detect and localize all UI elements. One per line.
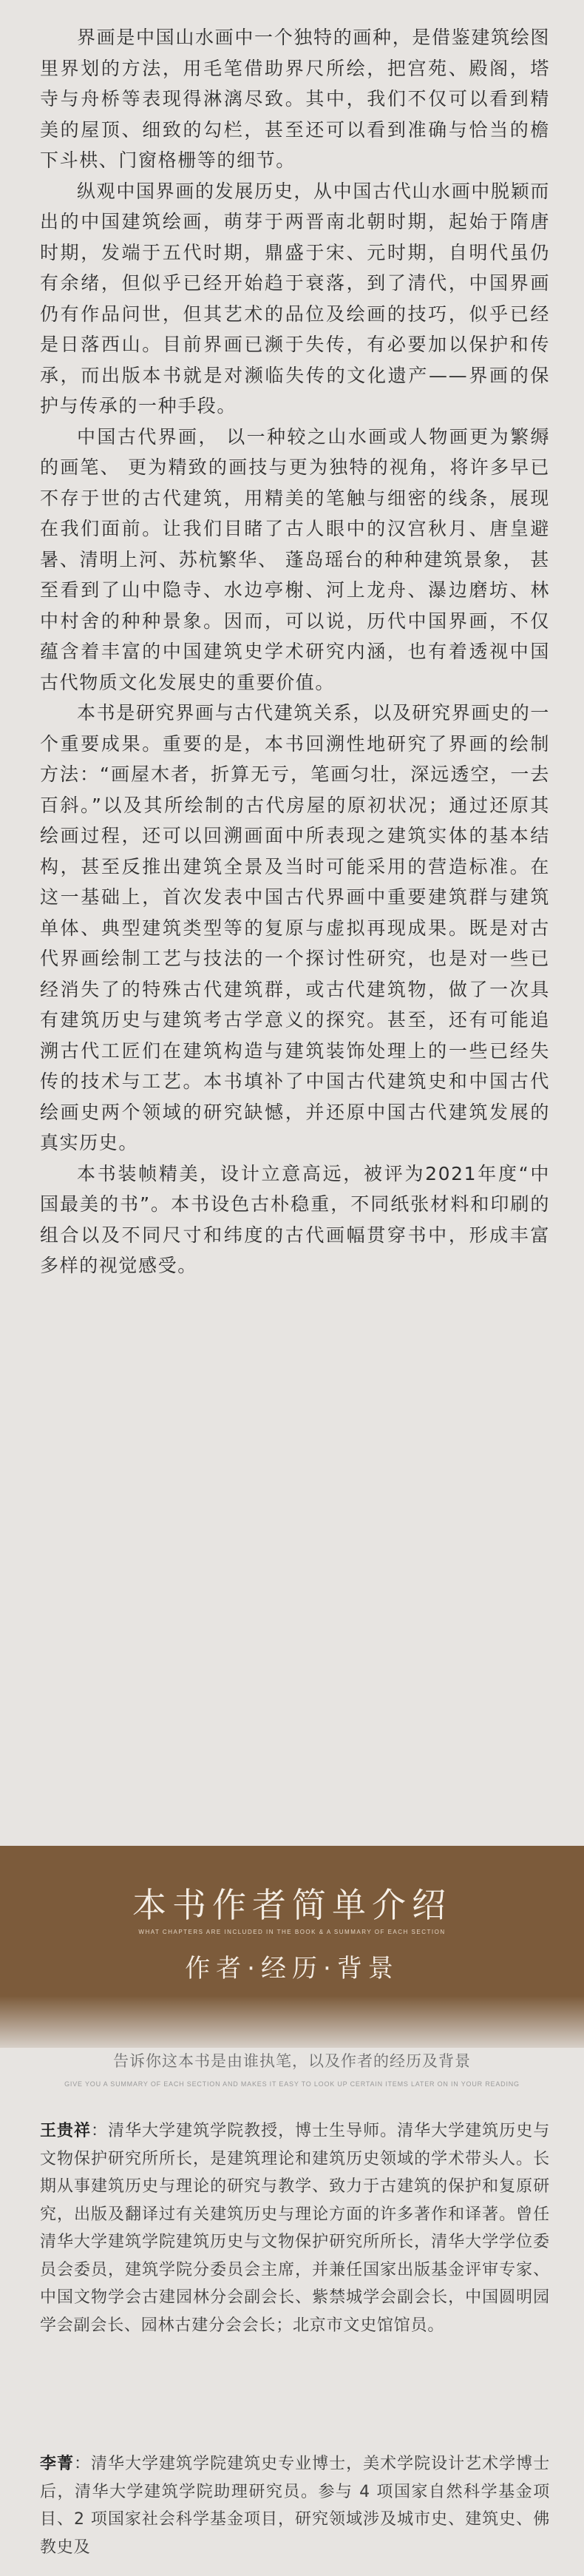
author-name: 王贵祥: [40, 2122, 92, 2140]
intro-paragraph-5: 本书装帧精美，设计立意高远，被评为2021年度“中国最美的书”。本书设色古朴稳重，不同纸张材料和印刷的组合以及不同尺寸和纬度的古代画幅贯穿书中，形成丰富多样的视觉感受。: [40, 1162, 550, 1276]
banner-fade: [0, 1996, 584, 2048]
section-subtitle-cn: 作者·经历·背景: [185, 1954, 399, 1983]
section-tagline: 告诉你这本书是由谁执笔，以及作者的经历及背景: [113, 2052, 471, 2070]
section-banner: [0, 1846, 584, 2048]
author-bio-text: ：清华大学建筑学院建筑史专业博士，美术学院设计艺术学博士后，清华大学建筑学院助理研究员。参与 4 项国家自然科学基金项目、2 项国家社会科学基金项目，研究领域涉及城市史、建筑史、佛教史及: [40, 2455, 550, 2557]
section-tagline-en: GIVE YOU A SUMMARY OF EACH SECTION AND MAKES IT EASY TO LOOK UP CERTAIN ITEMS LATER ON IN YOUR READING: [64, 2080, 520, 2088]
intro-paragraph-3: 中国古代界画， 以一种较之山水画或人物画更为繁缛的画笔、 更为精致的画技与更为独特的视角，将许多早已不存于世的古代建筑，用精美的笔触与细密的线条，展现在我们面前。让我们目睹了古人眼中的汉宫秋月、唐皇避暑、清明上河、苏杭繁华、 蓬岛瑶台的种种建筑景象， 甚至看到了山中隐寺、水边亭榭、河上龙舟、瀑边磨坊、林中村舍的种种景象。因而，可以说，历代中国界画，不仅蕴含着丰富的中国建筑史学术研究内涵，也有着透视中国古代物质文化发展史的重要价值。: [40, 425, 550, 693]
author-bio: [40, 2450, 550, 2561]
intro-section: [40, 22, 550, 1281]
intro-paragraph-4: 本书是研究界画与古代建筑关系，以及研究界画史的一个重要成果。重要的是，本书回溯性地研究了界画的绘制方法：“画屋木者，折算无亏，笔画匀壮，深远透空，一去百斜。”以及其所绘制的古代房屋的原初状况；通过还原其绘画过程，还可以回溯画面中所表现之建筑实体的基本结构，甚至反推出建筑全景及当时可能采用的营造标准。在这一基础上，首次发表中国古代界画中重要建筑群与建筑单体、典型建筑类型等的复原与虚拟再现成果。既是对古代界画绘制工艺与技法的一个探讨性研究，也是对一些已经消失了的特殊古代建筑群，或古代建筑物，做了一次具有建筑历史与建筑考古学意义的探究。甚至，还有可能追溯古代工匠们在建筑构造与建筑装饰处理上的一些已经失传的技术与工艺。本书填补了中国古代建筑史和中国古代绘画史两个领域的研究缺憾，并还原中国古代建筑发展的真实历史。: [40, 702, 550, 1153]
author-bio: [40, 2117, 550, 2339]
author-name: 李菁: [40, 2455, 75, 2473]
section-title: 本书作者简单介绍: [132, 1885, 452, 1925]
intro-paragraph-1: 界画是中国山水画中一个独特的画种，是借鉴建筑绘图里界划的方法，用毛笔借助界尺所绘，把宫苑、殿阁，塔寺与舟桥等表现得淋漓尽致。其中，我们不仅可以看到精美的屋顶、细致的勾栏，甚至还可以看到准确与恰当的檐下斗栱、门窗格栅等的细节。: [40, 27, 550, 171]
section-subtitle-en: WHAT CHAPTERS ARE INCLUDED IN THE BOOK & A SUMMARY OF EACH SECTION: [138, 1929, 446, 1935]
intro-paragraph-2: 纵观中国界画的发展历史，从中国古代山水画中脱颖而出的中国建筑绘画，萌芽于两晋南北朝时期，起始于隋唐时期，发端于五代时期，鼎盛于宋、元时期，自明代虽仍有余绪，但似乎已经开始趋于衰落，到了清代，中国界画仍有作品问世，但其艺术的品位及绘画的技巧，似乎已经是日落西山。目前界画已濒于失传，有必要加以保护和传承，而出版本书就是对濒临失传的文化遗产——界画的保护与传承的一种手段。: [40, 180, 550, 417]
author-bio-text: ：清华大学建筑学院教授，博士生导师。清华大学建筑历史与文物保护研究所所长，是建筑理论和建筑历史领域的学术带头人。长期从事建筑历史与理论的研究与教学、致力于古建筑的保护和复原研究，出版及翻译过有关建筑历史与理论方面的许多著作和译著。曾任清华大学建筑学院建筑历史与文物保护研究所所长，清华大学学位委员会委员，建筑学院分委员会主席，并兼任国家出版基金评审专家、中国文物学会古建园林分会副会长、紫禁城学会副会长，中国圆明园学会副会长、园林古建分会会长；北京市文史馆馆员。: [40, 2122, 550, 2335]
